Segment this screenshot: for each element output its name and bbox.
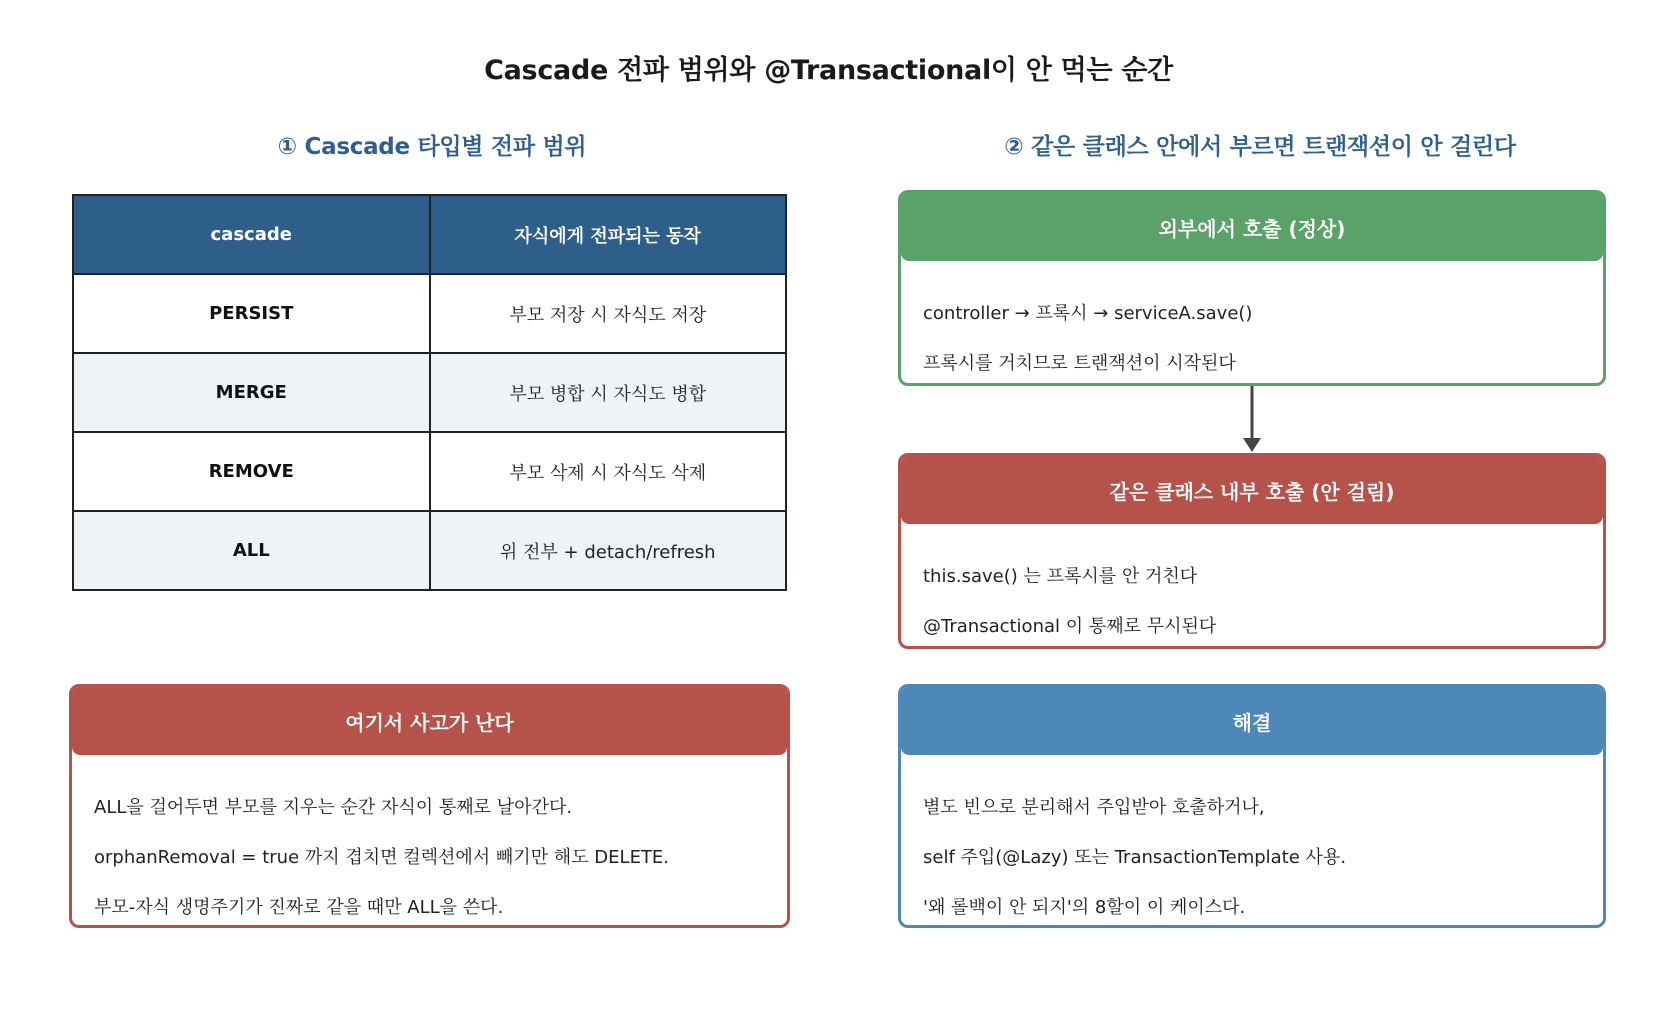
section-title-cascade: ① Cascade 타입별 전파 범위: [277, 134, 587, 160]
table-header-row: [73, 195, 786, 274]
card-line: this.save() 는 프록시를 안 거친다: [923, 566, 1198, 587]
solution-card: [898, 684, 1606, 928]
table-row: [73, 432, 786, 511]
solution-card-title: 해결: [901, 687, 1603, 755]
card-line: ALL을 걸어두면 부모를 지우는 순간 자식이 통째로 날아간다.: [94, 797, 573, 818]
cascade-behavior-cell: 부모 병합 시 자식도 병합: [430, 353, 787, 432]
internal-call-card: [898, 453, 1606, 649]
external-call-card-title: 외부에서 호출 (정상): [901, 193, 1603, 261]
accident-card-title: 여기서 사고가 난다: [72, 687, 787, 755]
card-line: 별도 빈으로 분리해서 주입받아 호출하거나,: [923, 797, 1265, 818]
column-header-cascade: cascade: [73, 195, 430, 274]
table-row: [73, 511, 786, 590]
cascade-behavior-cell: 부모 저장 시 자식도 저장: [430, 274, 787, 353]
card-line: 부모-자식 생명주기가 진짜로 같을 때만 ALL을 쓴다.: [94, 897, 504, 918]
cascade-type-cell: REMOVE: [73, 432, 430, 511]
table-row: [73, 353, 786, 432]
page-title: Cascade 전파 범위와 @Transactional이 안 먹는 순간: [484, 55, 1173, 86]
flow-arrow: [1240, 386, 1264, 454]
cascade-type-cell: PERSIST: [73, 274, 430, 353]
internal-call-card-title: 같은 클래스 내부 호출 (안 걸림): [901, 456, 1603, 524]
card-line: @Transactional 이 통째로 무시된다: [923, 616, 1217, 637]
card-line: '왜 롤백이 안 되지'의 8할이 이 케이스다.: [923, 897, 1246, 918]
accident-card: [69, 684, 790, 928]
card-line: controller → 프록시 → serviceA.save(): [923, 303, 1253, 324]
card-line: orphanRemoval = true 까지 겹치면 컬렉션에서 빼기만 해도 DELETE.: [94, 847, 670, 868]
cascade-behavior-cell: 부모 삭제 시 자식도 삭제: [430, 432, 787, 511]
external-call-card: [898, 190, 1606, 386]
cascade-table: [72, 194, 787, 591]
section-title-transaction: ② 같은 클래스 안에서 부르면 트랜잭션이 안 걸린다: [1004, 134, 1516, 160]
table-row: [73, 274, 786, 353]
column-header-behavior: 자식에게 전파되는 동작: [430, 195, 787, 274]
cascade-behavior-cell: 위 전부 + detach/refresh: [430, 511, 787, 590]
cascade-type-cell: ALL: [73, 511, 430, 590]
card-line: self 주입(@Lazy) 또는 TransactionTemplate 사용.: [923, 847, 1347, 868]
card-line: 프록시를 거치므로 트랜잭션이 시작된다: [923, 353, 1236, 374]
cascade-type-cell: MERGE: [73, 353, 430, 432]
